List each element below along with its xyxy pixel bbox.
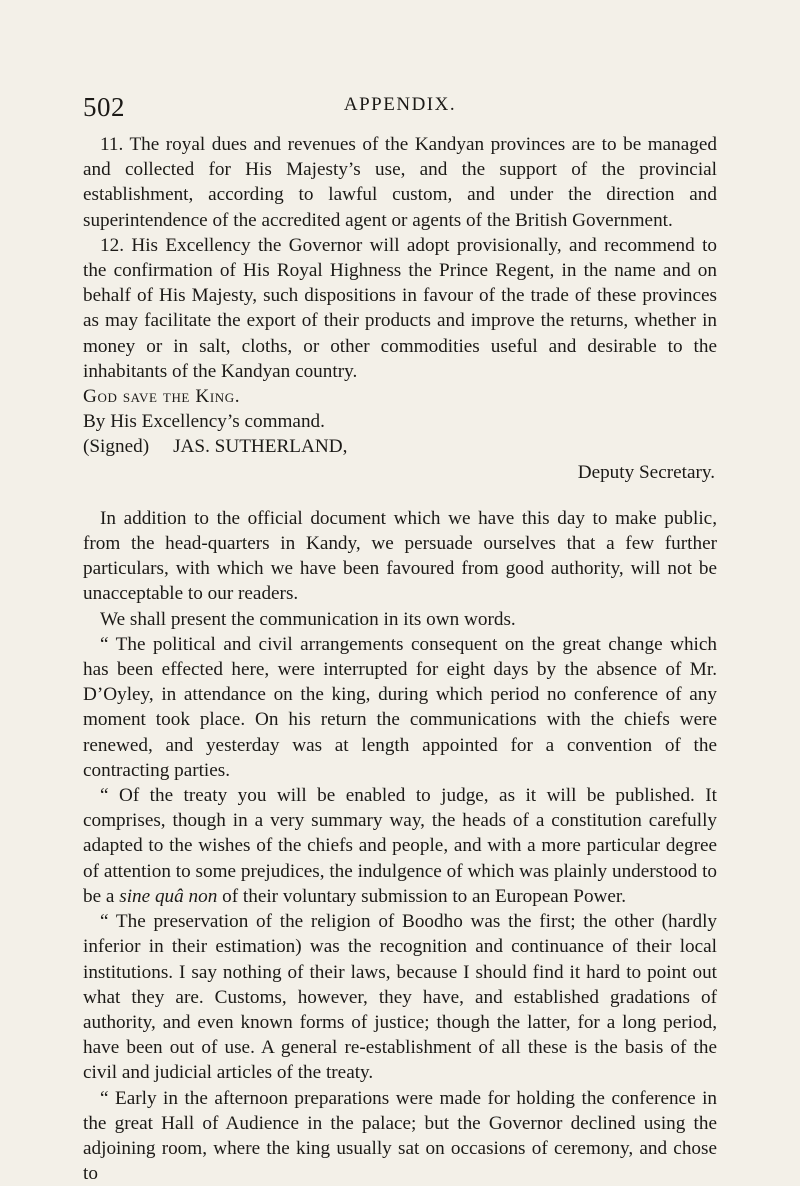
paragraph-political-arrangements: “ The political and civil arrangements consequent on the great change which has been effected here, were interrupted for eight days by the absence of Mr. D’Oyley, in attendance on the king, during which period no conference of any moment took place. On his return the communications with the chiefs were renewed, and yesterday was at length appointed for a convention of the contracting parties. — [83, 633, 717, 781]
treaty-text-end: of their voluntary submission to an European Power. — [217, 885, 627, 907]
signatory-title: Deputy Secretary. — [577, 461, 715, 483]
treaty-text-start: “ Of the treaty you will be enabled to judge, as it will be published. It comprises, though in a very summary way, the heads of a constitution carefully adapted to the wishes of the chiefs and people, and with a more particular degree of attention to some prejudices, the indulgence of which was plainly understood to be a — [83, 785, 717, 907]
signatory-name: JAS. SUTHERLAND, — [173, 436, 348, 458]
signed-label: (Signed) — [83, 436, 150, 458]
command-line: By His Excellency’s command. — [83, 411, 325, 433]
article-11: 11. The royal dues and revenues of the Kandyan provinces are to be managed and collected for His Majesty’s use, and the support of the provincial establishment, according to lawful custom, and under the direction and superintendence of the accredited agent or agents of the British Government. — [83, 134, 717, 231]
page-number: 502 — [83, 92, 125, 122]
page-header — [83, 92, 717, 132]
paragraph-conference: “ Early in the afternoon preparations were made for holding the conference in the great Hall of Audience in the palace; but the Governor declined using the adjoining room, where the king usually sat on occasions of ceremony, and chose to — [83, 1087, 717, 1185]
article-12: 12. His Excellency the Governor will adopt provisionally, and recommend to the confirmation of His Royal Highness the Prince Regent, in the name and on behalf of His Majesty, such dispositions in favour of the trade of these provinces as may facilitate the export of their products and improve the returns, whether in money or in salt, cloths, or other commodities useful and desirable to the inhabitants of the Kandyan country. — [83, 234, 717, 382]
signature-line — [83, 434, 717, 459]
god-save-the-king: God save the King. — [83, 386, 241, 408]
paragraph-communication: We shall present the communication in its own words. — [100, 608, 516, 630]
section-gap — [83, 485, 717, 506]
running-head: APPENDIX. — [343, 94, 457, 115]
latin-phrase: sine quâ non — [119, 885, 218, 907]
paragraph-official-document: In addition to the official document which we have this day to make public, from the head-quarters in Kandy, we persuade ourselves that a few further particulars, with which we have been favoured from good authority, will not be unacceptable to our readers. — [83, 507, 717, 605]
body-text — [83, 132, 717, 1186]
paragraph-religion: “ The preservation of the religion of Boodho was the first; the other (hardly inferior in their estimation) was the recognition and continuance of their local institutions. I say nothing of their laws, because I should find it hard to point out what they are. Customs, however, they have, and established gradations of authority, and even known forms of justice; though the latter, for a long period, have been out of use. A general re-establishment of all these is the basis of the civil and judicial articles of the treaty. — [83, 911, 717, 1084]
paragraph-treaty — [83, 783, 717, 909]
